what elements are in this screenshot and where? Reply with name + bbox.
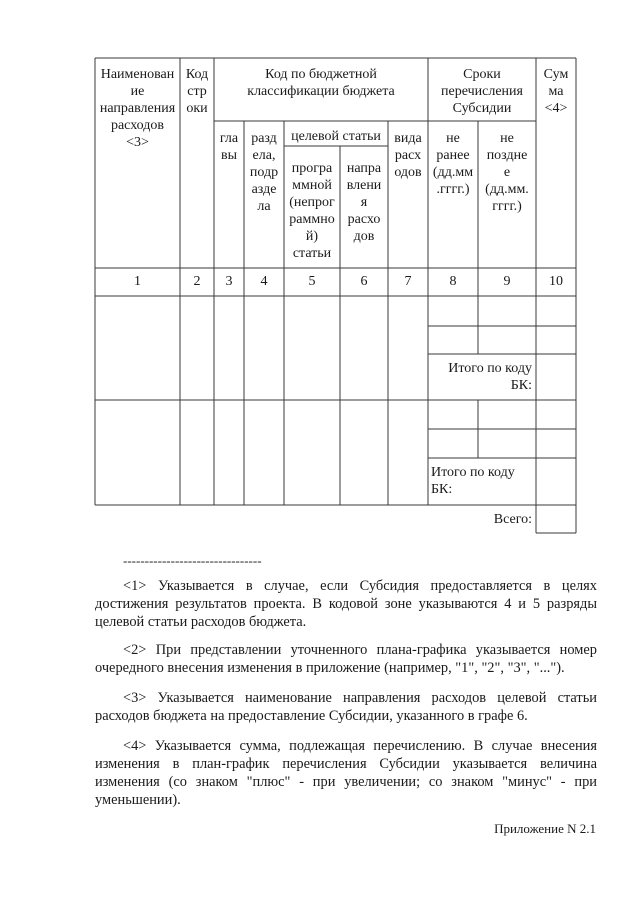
col-number-5: 5 xyxy=(308,274,316,289)
footnote-1 xyxy=(95,577,597,631)
header-line: подр xyxy=(249,165,279,180)
itogo-line: БК: xyxy=(510,378,532,393)
header-razdel xyxy=(244,130,284,215)
header-line: гггг.) xyxy=(492,199,522,214)
header-line: е xyxy=(503,165,511,180)
header-sroki xyxy=(428,66,536,117)
header-line: Сроки xyxy=(463,67,501,82)
itogo-line: БК: xyxy=(431,482,453,497)
header-programmnoi xyxy=(284,160,340,262)
footnote-4 xyxy=(95,737,597,809)
header-line: ела, xyxy=(252,148,276,163)
header-line: Код по бюджетной xyxy=(265,67,377,82)
header-line: Наименован xyxy=(100,67,175,82)
appendix-caption: Приложение N 2.1 xyxy=(494,821,596,836)
header-line: стр xyxy=(187,84,207,99)
header-line: расхо xyxy=(347,212,381,227)
header-line: ма xyxy=(548,84,564,99)
col-number-10: 10 xyxy=(549,274,563,289)
header-line: .гггг.) xyxy=(436,182,470,197)
col-number-1: 1 xyxy=(134,274,141,289)
header-line: ла xyxy=(257,199,271,214)
header-line: вида xyxy=(394,131,422,146)
header-vida-rashodov xyxy=(388,130,428,181)
header-line: направления xyxy=(99,101,176,116)
header-line: Код xyxy=(185,67,209,82)
header-line: ммной xyxy=(292,178,332,193)
header-line: ранее xyxy=(436,148,470,163)
col-number-9: 9 xyxy=(503,274,511,289)
header-line: (дд.мм. xyxy=(485,182,529,197)
header-line: вы xyxy=(220,148,238,163)
header-line: статьи xyxy=(292,246,332,261)
footnote-text: <3> Указывается наименование направления расходов целевой статьи расходов бюджета на предоставление Субсидии, указанного в графе 6. xyxy=(95,690,597,724)
header-line: классификации бюджета xyxy=(247,84,395,99)
header-line: перечисления xyxy=(441,84,523,99)
header-kbk xyxy=(214,66,428,100)
header-line: я xyxy=(360,195,368,210)
header-line: одов xyxy=(394,165,422,180)
header-line: дов xyxy=(353,229,375,244)
header-ne-ranee xyxy=(428,130,478,198)
itogo-po-kodu-bk xyxy=(428,360,532,394)
header-celevoi-stati: целевой статьи xyxy=(291,129,381,144)
header-ne-pozdnee xyxy=(478,130,536,215)
vsego-label: Всего: xyxy=(493,512,532,527)
header-line: Субсидии xyxy=(452,101,512,116)
header-line: й) xyxy=(305,229,319,244)
header-line: <3> xyxy=(126,135,149,150)
col-number-7: 7 xyxy=(404,274,412,289)
header-line: <4> xyxy=(544,101,568,116)
header-summa xyxy=(536,66,576,117)
header-kod-stroki xyxy=(180,66,214,117)
col-number-8: 8 xyxy=(449,274,457,289)
header-naimenovanie xyxy=(95,66,180,151)
header-line: не xyxy=(500,131,514,146)
header-line: (дд.мм xyxy=(432,165,474,180)
header-line: поздне xyxy=(486,148,528,163)
header-line: ие xyxy=(130,84,145,99)
col-number-2: 2 xyxy=(193,274,201,289)
header-line: (непрог xyxy=(289,195,335,210)
itogo-po-kodu-bk xyxy=(431,464,535,498)
col-number-6: 6 xyxy=(360,274,368,289)
header-line: Сум xyxy=(543,67,569,82)
header-line: програ xyxy=(291,161,333,176)
header-line: оки xyxy=(186,101,208,116)
col-number-4: 4 xyxy=(260,274,268,289)
footnote-3 xyxy=(95,689,597,725)
footnote-text: <2> При представлении уточненного плана-графика указывается номер очередного внесения изменения в приложение (например, "1", "2", "3", "..."). xyxy=(95,642,597,676)
footnote-separator: -------------------------------- xyxy=(123,553,262,568)
header-line: расходов xyxy=(110,118,165,133)
header-line: расх xyxy=(394,148,422,163)
footnote-2 xyxy=(95,641,597,677)
col-number-3: 3 xyxy=(225,274,233,289)
footnote-text: <4> Указывается сумма, подлежащая перечислению. В случае внесения изменения в план-график перечисления Субсидии указывается величина изменения (со знаком "плюс" - при увеличении; со знаком "минус" - при уменьшении). xyxy=(95,738,597,808)
header-line: влени xyxy=(346,178,382,193)
header-line: гла xyxy=(219,131,239,146)
header-glava xyxy=(214,130,244,164)
itogo-line: Итого по коду xyxy=(448,361,532,376)
header-napravleniya xyxy=(340,160,388,245)
header-line: раммно xyxy=(289,212,335,227)
header-line: напра xyxy=(346,161,382,176)
header-line: разд xyxy=(251,131,277,146)
footnote-text: <1> Указывается в случае, если Субсидия предоставляется в целях достижения результатов проекта. В кодовой зоне указываются 4 и 5 разряды целевой статьи расходов бюджета. xyxy=(95,578,597,630)
header-line: не xyxy=(446,131,460,146)
header-line: азде xyxy=(251,182,277,197)
itogo-line: Итого по коду xyxy=(431,465,515,480)
